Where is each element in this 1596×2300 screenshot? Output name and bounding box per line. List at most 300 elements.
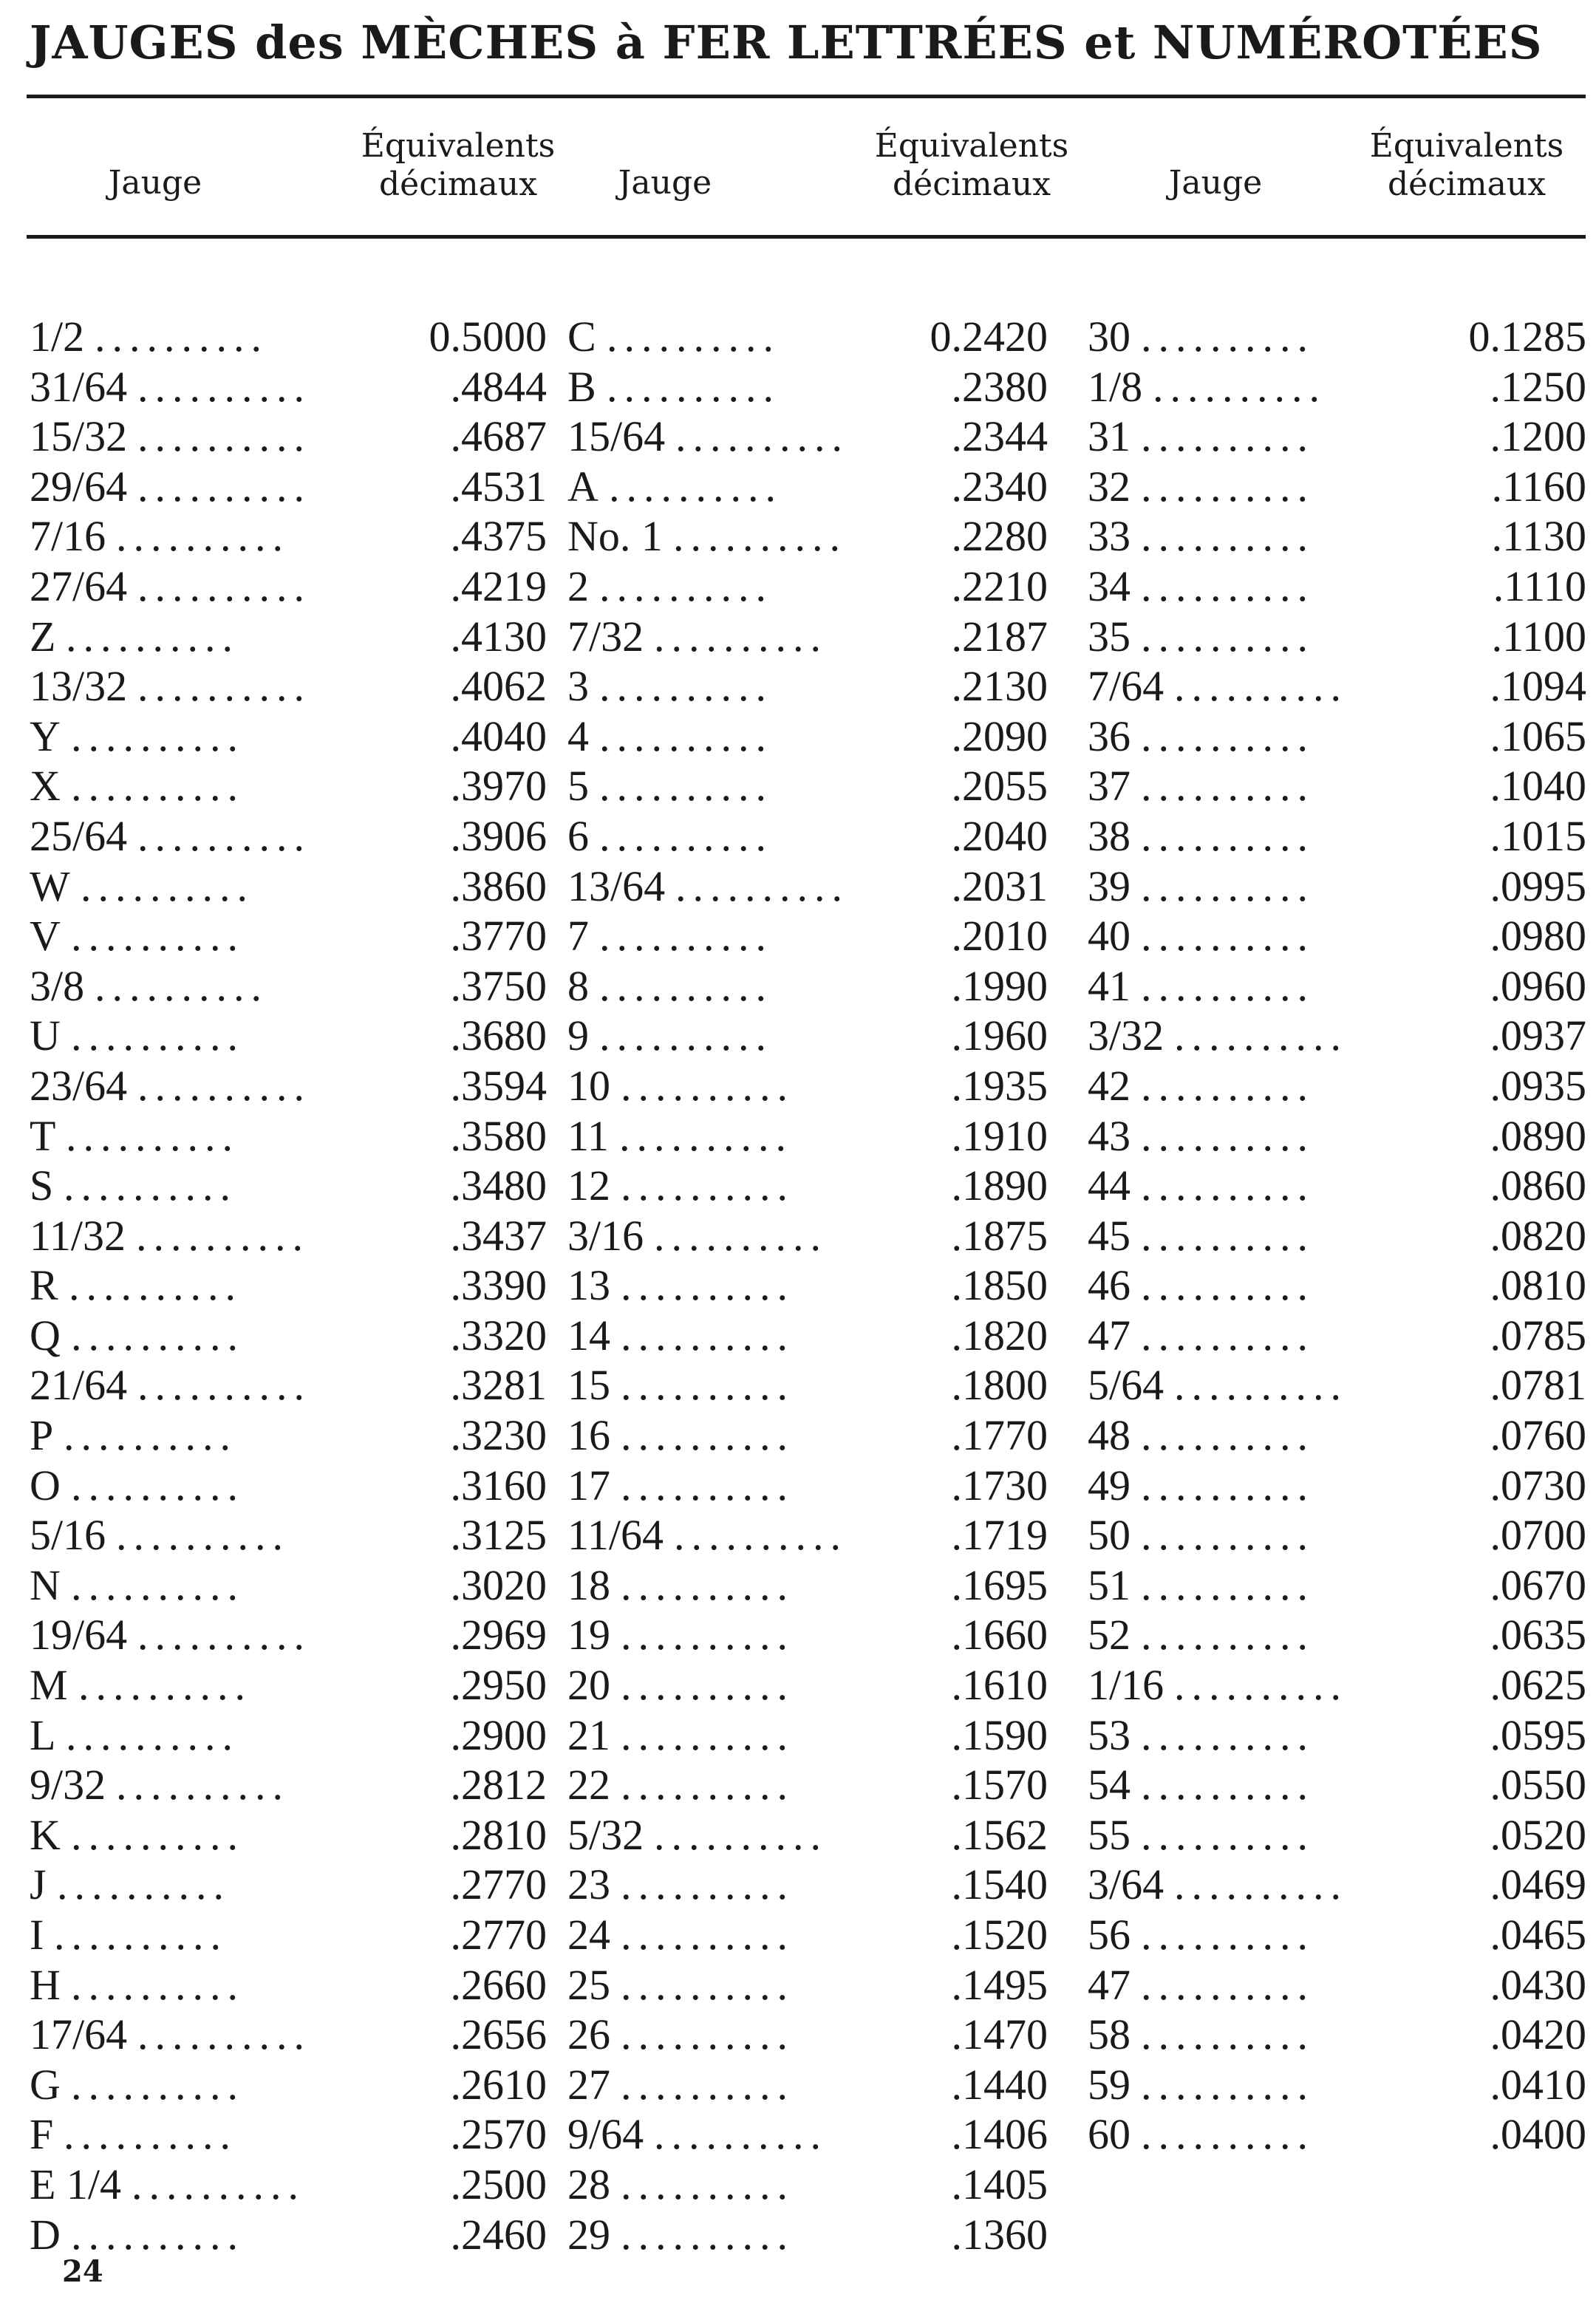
gauge-label: 28 (567, 2160, 610, 2208)
leader-dots: .......... (1141, 1261, 1314, 1310)
gauge-label: 44 (1088, 1161, 1130, 1210)
gauge-label: 4 (567, 712, 589, 760)
gauge-label: 2 (567, 562, 589, 610)
gauge-row (1088, 1810, 1586, 1860)
gauge-row (567, 362, 1048, 412)
decimal-value: .3230 (450, 1411, 547, 1460)
gauge-row (30, 661, 547, 712)
gauge-row (1088, 2010, 1586, 2060)
gauge-label: 58 (1088, 2010, 1130, 2059)
gauge-row (30, 1960, 547, 2010)
leader-dots: .......... (621, 1661, 794, 1710)
gauge-row (1088, 462, 1586, 512)
gauge-label: 39 (1088, 861, 1130, 910)
gauge-row (567, 1061, 1048, 1111)
gauge-label: 32 (1088, 462, 1130, 511)
header-divider (27, 235, 1586, 239)
gauge-label: 27 (567, 2060, 610, 2109)
header-gauge-col1 (89, 164, 222, 202)
leader-dots: .......... (1141, 712, 1314, 760)
gauge-label: 5/32 (567, 1810, 644, 1859)
gauge-row (30, 1710, 547, 1761)
gauge-label: 22 (567, 1761, 610, 1809)
gauge-row (1088, 312, 1586, 362)
gauge-label: 14 (567, 1311, 610, 1359)
decimal-value: .0400 (1490, 2110, 1586, 2159)
decimal-value: .2660 (450, 1960, 547, 2009)
gauge-label: 56 (1088, 1911, 1130, 1959)
gauge-label: 5/64 (1088, 1361, 1164, 1410)
gauge-row (1088, 961, 1586, 1011)
leader-dots: .......... (621, 2060, 794, 2109)
leader-dots: .......... (95, 313, 268, 361)
gauge-row (567, 1360, 1048, 1410)
decimal-value: .1495 (951, 1960, 1048, 2009)
leader-dots: .......... (1141, 1710, 1314, 1759)
decimal-value: .1065 (1490, 712, 1586, 760)
decimal-value: .0595 (1490, 1710, 1586, 1759)
gauge-label: 6 (567, 811, 589, 860)
gauge-row (567, 961, 1048, 1011)
gauge-label: 15 (567, 1361, 610, 1410)
gauge-label: 5/16 (30, 1511, 106, 1560)
gauge-row (30, 1510, 547, 1560)
decimal-value: .4219 (450, 562, 547, 610)
gauge-label: F (30, 2110, 54, 2159)
leader-dots: .......... (1141, 313, 1314, 361)
leader-dots: .......... (1141, 1761, 1314, 1809)
leader-dots: .......... (607, 362, 780, 411)
decimal-value: .2900 (450, 1710, 547, 1759)
decimal-value: .4687 (450, 412, 547, 461)
decimal-value: .0700 (1490, 1511, 1586, 1560)
leader-dots: .......... (1174, 662, 1348, 711)
gauge-label: A (567, 462, 598, 511)
gauge-row (1088, 1311, 1586, 1361)
gauge-label: Y (30, 712, 61, 760)
gauge-row (30, 1461, 547, 1511)
gauge-row (567, 562, 1048, 612)
gauge-row (567, 312, 1048, 362)
gauge-row (30, 2060, 547, 2110)
leader-dots: .......... (1141, 1461, 1314, 1509)
leader-dots: .......... (137, 811, 311, 860)
gauge-row (30, 2010, 547, 2060)
leader-dots: .......... (654, 1810, 828, 1859)
decimal-value: .1910 (951, 1111, 1048, 1160)
decimal-value: .2090 (951, 712, 1048, 760)
gauge-row (30, 1860, 547, 1910)
gauge-row (30, 562, 547, 612)
decimal-value: .2810 (450, 1810, 547, 1859)
gauge-label: 11/32 (30, 1211, 126, 1260)
gauge-row (30, 1211, 547, 1261)
decimal-value: .2656 (450, 2010, 547, 2059)
leader-dots: .......... (621, 1911, 794, 1959)
leader-dots: .......... (132, 2160, 305, 2208)
gauge-label: B (567, 362, 596, 411)
gauge-row (567, 1410, 1048, 1461)
gauge-row (1088, 661, 1586, 712)
decimal-value: .4844 (450, 362, 547, 411)
gauge-label: 35 (1088, 612, 1130, 661)
gauge-row (1088, 1510, 1586, 1560)
decimal-value: .3770 (450, 912, 547, 960)
decimal-value: .3020 (450, 1560, 547, 1609)
gauge-label: 7/16 (30, 512, 106, 561)
decimal-value: .3860 (450, 861, 547, 910)
gauge-row (567, 2060, 1048, 2110)
decimal-value: .1360 (951, 2210, 1048, 2259)
decimal-value: .2380 (951, 362, 1048, 411)
leader-dots: .......... (1141, 1611, 1314, 1659)
gauge-row (567, 1111, 1048, 1161)
gauge-label: 23 (567, 1860, 610, 1909)
gauge-row (567, 462, 1048, 512)
leader-dots: .......... (1174, 1860, 1348, 1909)
leader-dots: .......... (1141, 2110, 1314, 2159)
gauge-label: 59 (1088, 2060, 1130, 2109)
decimal-value: .1875 (951, 1211, 1048, 1260)
leader-dots: .......... (1141, 1511, 1314, 1560)
decimal-value: .1520 (951, 1911, 1048, 1959)
gauge-row (30, 1311, 547, 1361)
gauge-label: 49 (1088, 1461, 1130, 1509)
gauge-label: 31/64 (30, 362, 128, 411)
gauge-row (1088, 1710, 1586, 1761)
decimal-value: .2031 (951, 861, 1048, 910)
gauge-label: 7 (567, 912, 589, 960)
leader-dots: .......... (621, 2160, 794, 2208)
leader-dots: .......... (621, 1361, 794, 1410)
gauge-label: 10 (567, 1061, 610, 1110)
gauge-row (1088, 1461, 1586, 1511)
gauge-label: V (30, 912, 61, 960)
leader-dots: .......... (599, 562, 773, 610)
decimal-value: .0625 (1490, 1661, 1586, 1710)
gauge-row (1088, 861, 1586, 912)
leader-dots: .......... (621, 1860, 794, 1909)
decimal-value: .2055 (951, 762, 1048, 811)
leader-dots: .......... (621, 1960, 794, 2009)
decimal-value: .2340 (951, 462, 1048, 511)
decimal-value: .3580 (450, 1111, 547, 1160)
header-equiv-line2: décimaux (892, 165, 1051, 203)
gauge-row (30, 612, 547, 662)
gauge-label: 40 (1088, 912, 1130, 960)
gauge-column-1 (30, 312, 547, 2259)
decimal-value: .3281 (450, 1361, 547, 1410)
gauge-label: W (30, 861, 70, 910)
gauge-row (1088, 1410, 1586, 1461)
gauge-row (30, 412, 547, 462)
gauge-label: 3/16 (567, 1211, 644, 1260)
gauge-row (30, 1260, 547, 1311)
leader-dots: .......... (599, 811, 773, 860)
leader-dots: .......... (599, 762, 773, 811)
decimal-value: .1540 (951, 1860, 1048, 1909)
gauge-row (30, 712, 547, 762)
leader-dots: .......... (1141, 2060, 1314, 2109)
decimal-value: .1406 (951, 2110, 1048, 2159)
gauge-label: 55 (1088, 1810, 1130, 1859)
gauge-row (30, 1360, 547, 1410)
gauge-label: P (30, 1411, 54, 1460)
decimal-value: .0960 (1490, 961, 1586, 1010)
decimal-value: .1890 (951, 1161, 1048, 1210)
leader-dots: .......... (71, 1960, 245, 2009)
decimal-value: .0810 (1490, 1261, 1586, 1310)
gauge-row (567, 712, 1048, 762)
leader-dots: .......... (1141, 1311, 1314, 1359)
gauge-row (30, 1610, 547, 1660)
header-gauge-col3 (1149, 164, 1282, 202)
leader-dots: .......... (654, 612, 828, 661)
leader-dots: .......... (673, 512, 847, 561)
leader-dots: .......... (621, 1061, 794, 1110)
gauge-label: 3/32 (1088, 1011, 1164, 1060)
decimal-value: .0420 (1490, 2010, 1586, 2059)
gauge-row (30, 2109, 547, 2160)
gauge-label: No. 1 (567, 512, 663, 561)
leader-dots: .......... (621, 1710, 794, 1759)
leader-dots: .......... (1141, 462, 1314, 511)
gauge-row (1088, 511, 1586, 562)
gauge-label: I (30, 1911, 44, 1959)
decimal-value: .2187 (951, 612, 1048, 661)
gauge-label: 1/16 (1088, 1661, 1164, 1710)
gauge-label: 48 (1088, 1411, 1130, 1460)
gauge-label: 19/64 (30, 1611, 128, 1659)
leader-dots: .......... (609, 462, 782, 511)
gauge-row (567, 2109, 1048, 2160)
decimal-value: .0937 (1490, 1011, 1586, 1060)
decimal-value: .1250 (1490, 362, 1586, 411)
gauge-row (567, 911, 1048, 961)
leader-dots: .......... (64, 1161, 237, 1210)
leader-dots: .......... (599, 961, 773, 1010)
gauge-label: 34 (1088, 562, 1130, 610)
leader-dots: .......... (137, 1061, 311, 1110)
gauge-label: K (30, 1810, 61, 1859)
decimal-value: .3680 (450, 1011, 547, 1060)
leader-dots: .......... (1141, 1411, 1314, 1460)
gauge-label: 41 (1088, 961, 1130, 1010)
decimal-value: .0995 (1490, 861, 1586, 910)
decimal-value: .4531 (450, 462, 547, 511)
decimal-value: .1405 (951, 2160, 1048, 2208)
gauge-label: 47 (1088, 1960, 1130, 2009)
gauge-label: 54 (1088, 1761, 1130, 1809)
decimal-value: .2812 (450, 1761, 547, 1809)
gauge-label: 7/32 (567, 612, 644, 661)
gauge-label: 29 (567, 2210, 610, 2259)
gauge-label: 17 (567, 1461, 610, 1509)
gauge-row (30, 911, 547, 961)
decimal-value: 0.2420 (930, 313, 1048, 361)
decimal-value: .0935 (1490, 1061, 1586, 1110)
gauge-label: 51 (1088, 1560, 1130, 1609)
decimal-value: .1040 (1490, 762, 1586, 811)
gauge-row (567, 861, 1048, 912)
gauge-column-2 (567, 312, 1048, 2259)
decimal-value: .0550 (1490, 1761, 1586, 1809)
gauge-row (567, 511, 1048, 562)
header-gauge-label: Jauge (618, 164, 712, 202)
gauge-label: 53 (1088, 1710, 1130, 1759)
gauge-label: 9/64 (567, 2110, 644, 2159)
gauge-row (1088, 1360, 1586, 1410)
gauge-label: J (30, 1860, 47, 1909)
gauge-row (1088, 412, 1586, 462)
gauge-label: L (30, 1710, 56, 1759)
gauge-label: 31 (1088, 412, 1130, 461)
gauge-row (567, 2210, 1048, 2260)
header-gauge-label: Jauge (108, 164, 202, 202)
decimal-value: .0730 (1490, 1461, 1586, 1509)
leader-dots: .......... (1141, 811, 1314, 860)
gauge-row (30, 2210, 547, 2260)
gauge-row (567, 661, 1048, 712)
gauge-label: 3/64 (1088, 1860, 1164, 1909)
gauge-label: 13/32 (30, 662, 128, 711)
decimal-value: .2770 (450, 1860, 547, 1909)
leader-dots: .......... (116, 1511, 290, 1560)
decimal-value: .0980 (1490, 912, 1586, 960)
leader-dots: .......... (116, 512, 290, 561)
gauge-row (567, 1910, 1048, 1960)
decimal-value: .0520 (1490, 1810, 1586, 1859)
gauge-label: 11/64 (567, 1511, 664, 1560)
leader-dots: .......... (1141, 961, 1314, 1010)
header-gauge-col2 (598, 164, 732, 202)
top-divider (27, 95, 1586, 98)
decimal-value: .0760 (1490, 1411, 1586, 1460)
leader-dots: .......... (116, 1761, 290, 1809)
decimal-value: .1110 (1493, 562, 1586, 610)
gauge-row (30, 1810, 547, 1860)
decimal-value: .1130 (1491, 512, 1586, 561)
gauge-row (1088, 1760, 1586, 1810)
decimal-value: .0635 (1490, 1611, 1586, 1659)
gauge-row (1088, 1610, 1586, 1660)
gauge-label: 3 (567, 662, 589, 711)
gauge-label: 13/64 (567, 861, 666, 910)
leader-dots: .......... (137, 2010, 311, 2059)
leader-dots: .......... (71, 2210, 245, 2259)
leader-dots: .......... (1141, 612, 1314, 661)
gauge-label: D (30, 2210, 61, 2259)
gauge-row (30, 1760, 547, 1810)
gauge-row (1088, 2060, 1586, 2110)
gauge-label: 21 (567, 1710, 610, 1759)
gauge-label: 21/64 (30, 1361, 128, 1410)
gauge-row (567, 2160, 1048, 2210)
leader-dots: .......... (71, 1810, 245, 1859)
decimal-value: .1100 (1491, 612, 1586, 661)
leader-dots: .......... (599, 1011, 773, 1060)
gauge-label: R (30, 1261, 58, 1310)
leader-dots: .......... (71, 762, 245, 811)
gauge-row (567, 1011, 1048, 1061)
gauge-row (567, 761, 1048, 811)
gauge-label: M (30, 1661, 68, 1710)
decimal-value: .1570 (951, 1761, 1048, 1809)
gauge-label: X (30, 762, 61, 811)
leader-dots: .......... (1141, 861, 1314, 910)
gauge-row (30, 1660, 547, 1710)
gauge-label: G (30, 2060, 61, 2109)
leader-dots: .......... (64, 2110, 237, 2159)
decimal-value: .4375 (450, 512, 547, 561)
page-number: 24 (62, 2254, 103, 2289)
header-equiv-line1: Équivalents (874, 127, 1069, 165)
decimal-value: .0670 (1490, 1560, 1586, 1609)
gauge-row (30, 1011, 547, 1061)
decimal-value: .1935 (951, 1061, 1048, 1110)
leader-dots: .......... (621, 1261, 794, 1310)
leader-dots: .......... (136, 1211, 310, 1260)
leader-dots: .......... (71, 2060, 245, 2109)
leader-dots: .......... (621, 1161, 794, 1210)
decimal-value: .1015 (1490, 811, 1586, 860)
gauge-row (30, 1061, 547, 1111)
gauge-row (567, 811, 1048, 861)
gauge-label: U (30, 1011, 61, 1060)
gauge-row (30, 511, 547, 562)
gauge-row (567, 1211, 1048, 1261)
decimal-value: .1660 (951, 1611, 1048, 1659)
page-title: JAUGES des MÈCHES à FER LETTRÉES et NUMÉROTÉES (30, 16, 1543, 69)
decimal-value: .0785 (1490, 1311, 1586, 1359)
gauge-label: N (30, 1560, 61, 1609)
gauge-label: 23/64 (30, 1061, 128, 1110)
gauge-column-3 (1088, 312, 1586, 2160)
leader-dots: .......... (66, 612, 239, 661)
decimal-value: .0410 (1490, 2060, 1586, 2109)
gauge-label: 17/64 (30, 2010, 128, 2059)
decimal-value: .1820 (951, 1311, 1048, 1359)
leader-dots: .......... (71, 1311, 245, 1359)
decimal-value: .3125 (450, 1511, 547, 1560)
decimal-value: .3970 (450, 762, 547, 811)
decimal-value: .1800 (951, 1361, 1048, 1410)
decimal-value: .2210 (951, 562, 1048, 610)
gauge-label: 9/32 (30, 1761, 106, 1809)
gauge-label: 15/32 (30, 412, 128, 461)
leader-dots: .......... (621, 1411, 794, 1460)
leader-dots: .......... (621, 1311, 794, 1359)
decimal-value: .1200 (1490, 412, 1586, 461)
gauge-label: O (30, 1461, 61, 1509)
header-equiv-line1: Équivalents (1369, 127, 1564, 165)
leader-dots: .......... (137, 662, 311, 711)
gauge-row (30, 961, 547, 1011)
leader-dots: .......... (1141, 412, 1314, 461)
gauge-row (30, 1560, 547, 1611)
decimal-value: .2570 (450, 2110, 547, 2159)
leader-dots: .......... (1141, 1211, 1314, 1260)
decimal-value: .0820 (1490, 1211, 1586, 1260)
decimal-value: .0469 (1490, 1860, 1586, 1909)
gauge-label: 38 (1088, 811, 1130, 860)
gauge-label: 18 (567, 1560, 610, 1609)
gauge-row (1088, 612, 1586, 662)
gauge-row (567, 1260, 1048, 1311)
gauge-label: 47 (1088, 1311, 1130, 1359)
gauge-label: 26 (567, 2010, 610, 2059)
decimal-value: .1850 (951, 1261, 1048, 1310)
